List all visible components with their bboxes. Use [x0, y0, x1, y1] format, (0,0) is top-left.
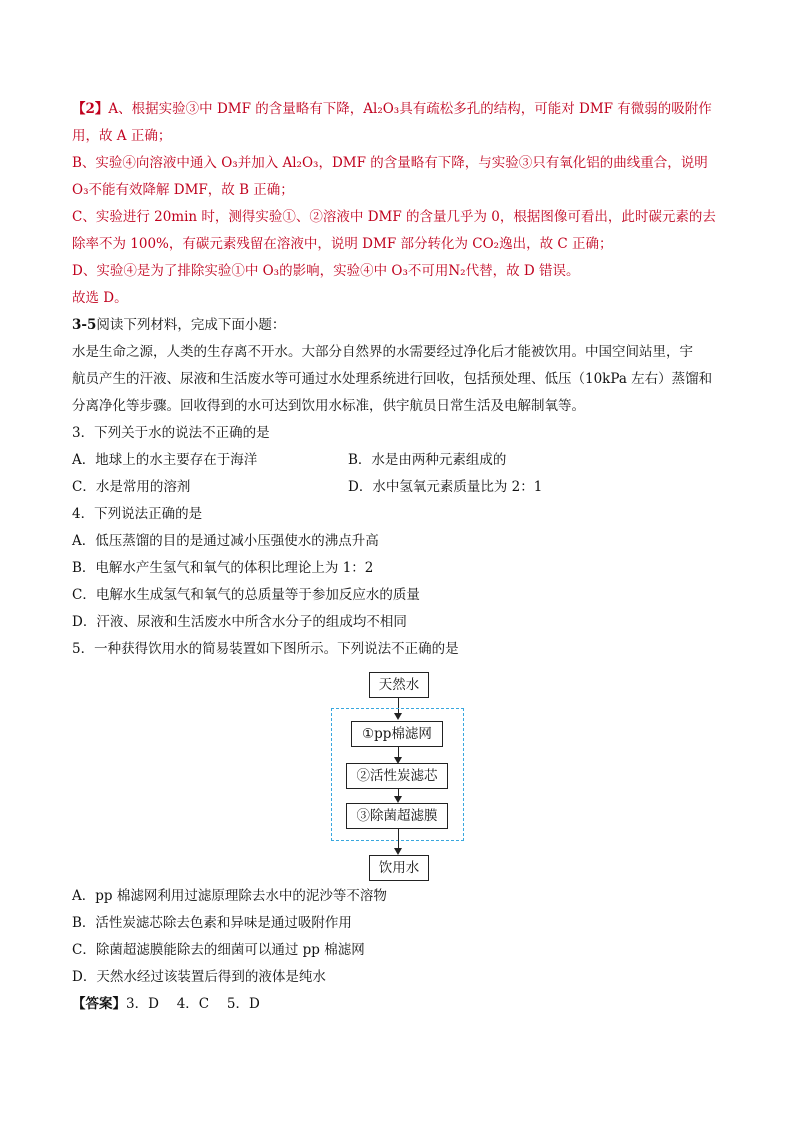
document-page: [72, 96, 724, 663]
answer-line: [72, 991, 724, 1018]
explanation-line-5: C、实验进行 20min 时，测得实验①、②溶液中 DMF 的含量几乎为 0，根据图像可看出，此时碳元素的去: [72, 209, 716, 225]
explanation-line-7: D、实验④是为了排除实验①中 O₃的影响，实验④中 O₃不可用N₂代替，故 D 错误。: [72, 263, 580, 279]
arrow-head: [394, 713, 402, 720]
device-dashed-frame: [331, 708, 464, 841]
explanation-tag: 【2】: [72, 101, 109, 117]
material-paragraph-1: 水是生命之源，人类的生存离不开水。大部分自然界的水需要经过净化后才能被饮用。中国空间站里，宇: [72, 344, 693, 360]
answer-label: 【答案】: [72, 996, 126, 1012]
pp-filter-box: ①pp棉滤网: [351, 721, 443, 747]
material-heading: 3-5阅读下列材料，完成下面小题：: [72, 317, 286, 333]
arrow-line: [398, 697, 399, 713]
explanation-conclusion: 故选 D。: [72, 290, 128, 306]
q5-option-b: B．活性炭滤芯除去色素和异味是通过吸附作用: [72, 915, 352, 931]
question-4-stem: 4．下列说法正确的是: [72, 506, 203, 522]
answer-text: 3．D 4．C 5．D: [126, 996, 260, 1012]
q3-option-d: D．水中氢氧元素质量比为 2：1: [348, 479, 543, 495]
question-5-options: [72, 883, 724, 1018]
question-3-options-row-2: [72, 474, 724, 501]
arrow-line: [398, 828, 399, 848]
explanation-line-3: B、实验④向溶液中通入 O₃并加入 Al₂O₃，DMF 的含量略有下降，与实验③只有氧化铝的曲线重合，说明: [72, 155, 708, 171]
q4-option-b: B．电解水产生氢气和氧气的体积比理论上为 1：2: [72, 560, 374, 576]
explanation-line-2: 用，故 A 正确；: [72, 128, 172, 144]
q4-option-d: D．汗液、尿液和生活废水中所含水分子的组成均不相同: [72, 614, 407, 630]
drinking-water-box: 饮用水: [369, 855, 429, 881]
arrow-head: [394, 848, 402, 855]
q3-option-c: C．水是常用的溶剂: [72, 479, 191, 495]
material-paragraph-3: 分离净化等步骤。回收得到的水可达到饮用水标准，供宇航员日常生活及电解制氧等。: [72, 398, 585, 414]
q5-option-d: D．天然水经过该装置后得到的液体是纯水: [72, 969, 326, 985]
q3-option-b: B．水是由两种元素组成的: [348, 452, 507, 468]
activated-carbon-box: ②活性炭滤芯: [346, 763, 448, 789]
explanation-line-1: 【2】A、根据实验③中 DMF 的含量略有下降，Al₂O₃具有疏松多孔的结构，可能对 DMF 有微弱的吸附作: [72, 101, 712, 117]
material-paragraph-2: 航员产生的汗液、尿液和生活废水等可通过水处理系统进行回收，包括预处理、低压（10kPa 左右）蒸馏和: [72, 371, 713, 387]
explanation-line-4: O₃不能有效降解 DMF，故 B 正确；: [72, 182, 294, 198]
q3-option-a: A．地球上的水主要存在于海洋: [72, 452, 258, 468]
question-range: 3-5: [72, 317, 97, 333]
arrow-line: [398, 746, 399, 758]
q4-option-c: C．电解水生成氢气和氧气的总质量等于参加反应水的质量: [72, 587, 420, 603]
q5-option-c: C．除菌超滤膜能除去的细菌可以通过 pp 棉滤网: [72, 942, 365, 958]
natural-water-box: 天然水: [369, 672, 429, 698]
arrow-line: [398, 788, 399, 797]
question-5-stem: 5．一种获得饮用水的简易装置如下图所示。下列说法不正确的是: [72, 641, 459, 657]
ultrafiltration-box: ③除菌超滤膜: [346, 803, 448, 829]
arrow-head: [394, 796, 402, 803]
explanation-line-6: 除率不为 100%，有碳元素残留在溶液中，说明 DMF 部分转化为 CO₂逸出，故 C 正确；: [72, 236, 613, 252]
question-3-options-row-1: [72, 447, 724, 474]
arrow-head: [394, 757, 402, 764]
q4-option-a: A．低压蒸馏的目的是通过减小压强使水的沸点升高: [72, 533, 379, 549]
question-3-stem: 3．下列关于水的说法不正确的是: [72, 425, 270, 441]
q5-option-a: A．pp 棉滤网利用过滤原理除去水中的泥沙等不溶物: [72, 888, 387, 904]
